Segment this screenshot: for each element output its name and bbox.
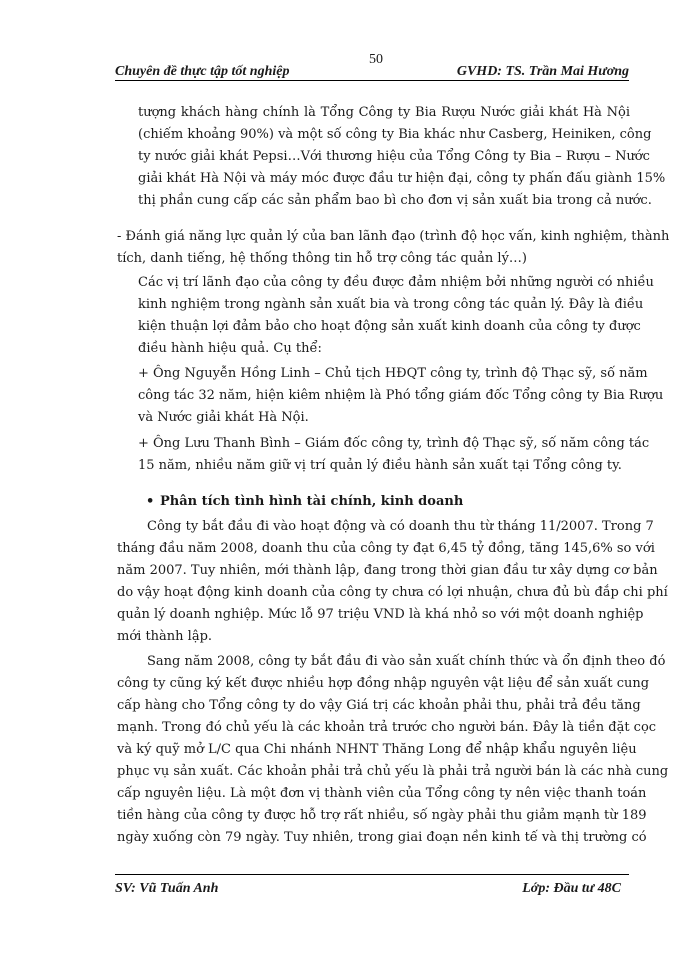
footer-student: SV: Vũ Tuấn Anh [115,881,219,896]
page-header [115,52,629,81]
text-line: tích, danh tiếng, hệ thống thông tin hỗ trợ công tác quản lý…) [117,251,528,266]
text-line: - Đánh giá năng lực quản lý của ban lãnh đạo (trình độ học vấn, kinh nghiệm, thành [117,229,670,244]
footer-class: Lớp: Đầu tư 48C [522,881,621,896]
paragraph-chairman [138,363,664,429]
text-line: và Nước giải khát Hà Nội. [138,410,309,425]
section-heading [146,494,464,509]
text-line: Sang năm 2008, công ty bắt đầu đi vào sản xuất chính thức và ổn định theo đó [147,654,666,669]
text-line: tượng khách hàng chính là Tổng Công ty Bia Rượu Nước giải khát Hà Nội [138,105,630,120]
paragraph-customers [138,102,666,212]
text-line: ty nước giải khát Pepsi…Với thương hiệu của Tổng Công ty Bia – Rượu – Nước [138,149,650,164]
text-line: Công ty bắt đầu đi vào hoạt động và có doanh thu từ tháng 11/2007. Trong 7 [147,519,654,534]
text-line: (chiếm khoảng 90%) và một số công ty Bia khác như Casberg, Heiniken, công [138,127,652,142]
header-supervisor: GVHD: TS. Trần Mai Hương [456,64,629,79]
text-line: công tác 32 năm, hiện kiêm nhiệm là Phó tổng giám đốc Tổng công ty Bia Rượu [138,388,664,403]
text-line: do vậy hoạt động kinh doanh của công ty chưa có lợi nhuận, chưa đủ bù đắp chi phí [117,585,668,600]
paragraph-leadership [138,272,654,360]
paragraph-revenue [117,516,668,648]
text-line: 15 năm, nhiều năm giữ vị trí quản lý điều hành sản xuất tại Tổng công ty. [138,458,622,473]
paragraph-2008-operations [117,651,669,849]
text-line: quản lý doanh nghiệp. Mức lỗ 97 triệu VND là khá nhỏ so với một doanh nghiệp [117,607,644,622]
text-line: kinh nghiệm trong ngành sản xuất bia và trong công tác quản lý. Đây là điều [138,297,644,312]
page-footer [115,874,629,899]
paragraph-management-criteria [117,226,670,270]
text-line: ngày xuống còn 79 ngày. Tuy nhiên, trong giai đoạn nền kinh tế và thị trường có [117,830,647,845]
text-line: tháng đầu năm 2008, doanh thu của công ty đạt 6,45 tỷ đồng, tăng 145,6% so với [117,541,655,556]
text-line: giải khát Hà Nội và máy móc được đầu tư hiện đại, công ty phấn đấu giành 15% [138,171,666,186]
section-heading-text: Phân tích tình hình tài chính, kinh doanh [160,494,464,509]
text-line: phục vụ sản xuất. Các khoản phải trả chủ yếu là phải trả người bán là các nhà cung [117,764,669,779]
text-line: kiện thuận lợi đảm bảo cho hoạt động sản xuất kinh doanh của công ty được [138,319,641,334]
text-line: năm 2007. Tuy nhiên, mới thành lập, đang trong thời gian đầu tư xây dựng cơ bản [117,563,658,578]
text-line: tiền hàng của công ty được hỗ trợ rất nhiều, số ngày phải thu giảm mạnh từ 189 [117,808,647,823]
text-line: mới thành lập. [117,629,213,644]
text-line: và ký quỹ mở L/C qua Chi nhánh NHNT Thăng Long để nhập khẩu nguyên liệu [117,742,637,757]
text-line: thị phần cung cấp các sản phẩm bao bì cho đơn vị sản xuất bia trong cả nước. [138,193,652,208]
page-number: 50 [369,52,383,67]
header-title: Chuyên đề thực tập tốt nghiệp [115,64,290,79]
text-line: cấp nguyên liệu. Là một đơn vị thành viên của Tổng công ty nên việc thanh toán [117,786,647,801]
text-line: + Ông Lưu Thanh Bình – Giám đốc công ty, trình độ Thạc sỹ, số năm công tác [138,436,650,451]
text-line: mạnh. Trong đó chủ yếu là các khoản trả trước cho người bán. Đây là tiền đặt cọc [117,720,657,735]
text-line: Các vị trí lãnh đạo của công ty đều được đảm nhiệm bởi những người có nhiều [138,275,654,290]
text-line: + Ông Nguyễn Hồng Linh – Chủ tịch HĐQT công ty, trình độ Thạc sỹ, số năm [138,366,648,381]
text-line: cấp hàng cho Tổng công ty do vậy Giá trị các khoản phải thu, phải trả đều tăng [117,698,641,713]
text-line: công ty cũng ký kết được nhiều hợp đồng nhập nguyên vật liệu để sản xuất cung [117,676,650,691]
text-line: điều hành hiệu quả. Cụ thể: [138,341,322,356]
paragraph-director [138,433,650,477]
bullet-icon: • [146,494,155,509]
